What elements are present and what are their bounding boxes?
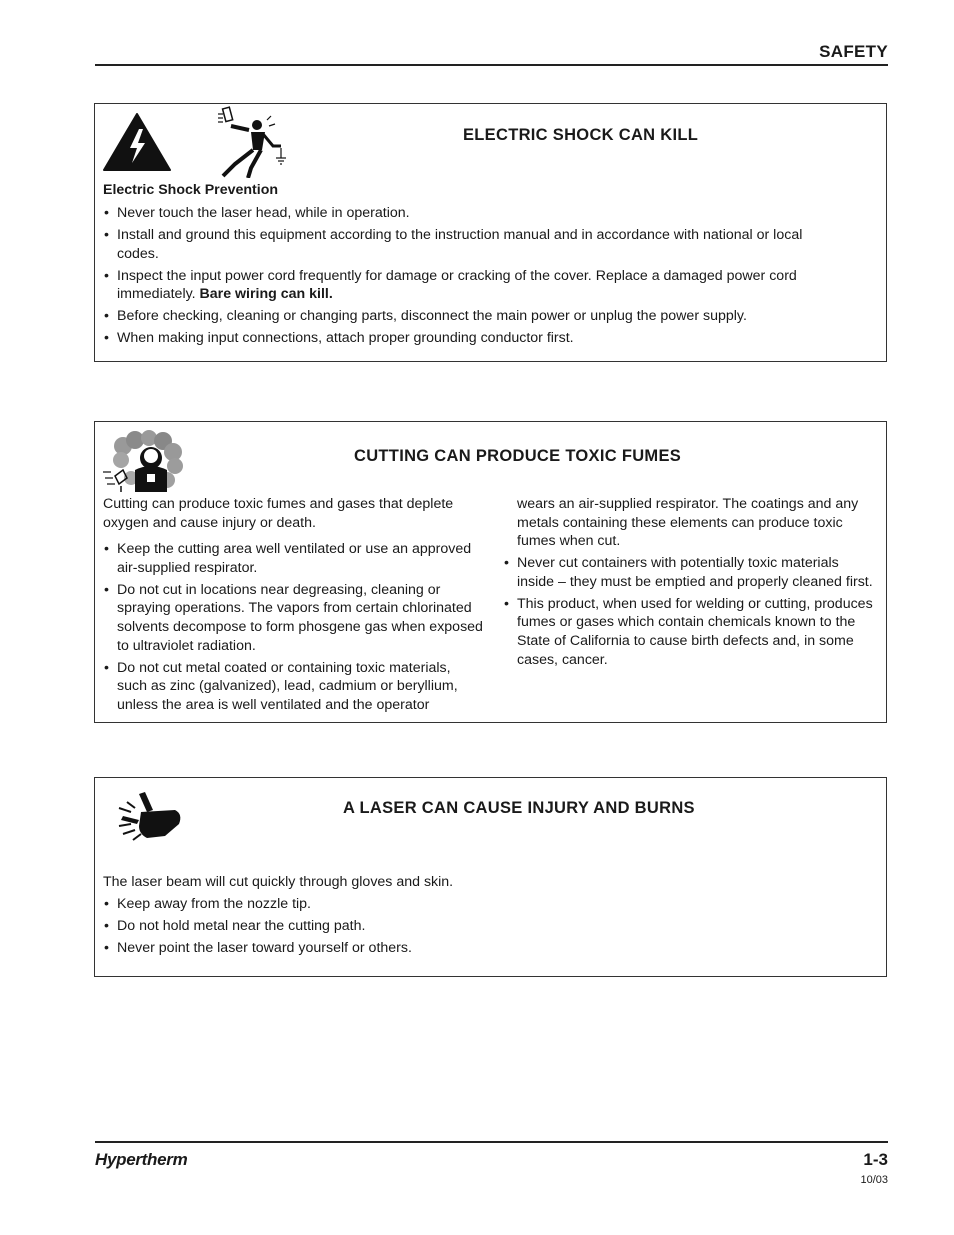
list-item: • Never cut containers with potentially toxic materials inside – they must be emptied and properly cleaned first. [503, 554, 878, 591]
toxic-fumes-heading: CUTTING CAN PRODUCE TOXIC FUMES [354, 447, 682, 465]
toxic-fumes-icon [101, 430, 185, 492]
laser-injury-box [94, 777, 887, 977]
page-number: 1-3 [863, 1150, 888, 1169]
high-voltage-warning-icon [102, 112, 172, 172]
laser-injury-intro: The laser beam will cut quickly through gloves and skin. [103, 874, 454, 890]
revision-date: 10/03 [860, 1174, 888, 1186]
toxic-fumes-box [94, 421, 887, 723]
toxic-fumes-right-column [503, 495, 878, 673]
hand-injury-icon [117, 790, 183, 846]
list-item: • Do not hold metal near the cutting path. [103, 917, 803, 936]
brand-logo: Hypertherm [95, 1150, 188, 1169]
laser-injury-body [103, 873, 803, 961]
section-title: SAFETY [819, 42, 888, 61]
list-item: • Install and ground this equipment according to the instruction manual and in accordance with national or local codes. [103, 226, 843, 263]
list-item: • When making input connections, attach proper grounding conductor first. [103, 329, 843, 348]
toxic-fumes-left-column [103, 495, 483, 718]
electrocution-person-icon [215, 106, 295, 178]
laser-injury-heading: A LASER CAN CAUSE INJURY AND BURNS [343, 799, 695, 817]
footer-rule [95, 1141, 888, 1143]
list-item: • Do not cut metal coated or containing toxic materials, such as zinc (galvanized), lead, cadmium or beryllium, unless the area is well ventilated and the operator [103, 659, 483, 715]
list-item: • Do not cut in locations near degreasing, cleaning or spraying operations. The vapors from certain chlorinated solvents decompose to form phosgene gas when exposed to ultraviolet radiation. [103, 581, 483, 655]
toxic-fumes-continuation: wears an air-supplied respirator. The coatings and any metals containing these elements can produce toxic fumes when cut. [517, 496, 859, 550]
electric-shock-list [103, 204, 843, 351]
electric-shock-heading: ELECTRIC SHOCK CAN KILL [463, 126, 699, 144]
list-item: • Never touch the laser head, while in operation. [103, 204, 843, 223]
warning-emphasis: Bare wiring can kill. [199, 286, 333, 303]
list-item: • Inspect the input power cord frequently for damage or cracking of the cover. Replace a damaged power cord immediately. Bare wiring can kill. [103, 267, 843, 304]
list-item: • Keep away from the nozzle tip. [103, 895, 803, 914]
list-item: • Never point the laser toward yourself or others. [103, 939, 803, 958]
toxic-fumes-intro: Cutting can produce toxic fumes and gases that deplete oxygen and cause injury or death. [103, 496, 454, 531]
list-item: • Keep the cutting area well ventilated or use an approved air-supplied respirator. [103, 540, 483, 577]
list-item: • Before checking, cleaning or changing parts, disconnect the main power or unplug the power supply. [103, 307, 843, 326]
electric-shock-subheading: Electric Shock Prevention [103, 182, 279, 198]
list-item: • This product, when used for welding or cutting, produces fumes or gases which contain chemicals known to the State of California to cause birth defects and, in some cases, cancer. [503, 595, 878, 669]
electric-shock-box [94, 103, 887, 362]
header-rule [95, 64, 888, 66]
